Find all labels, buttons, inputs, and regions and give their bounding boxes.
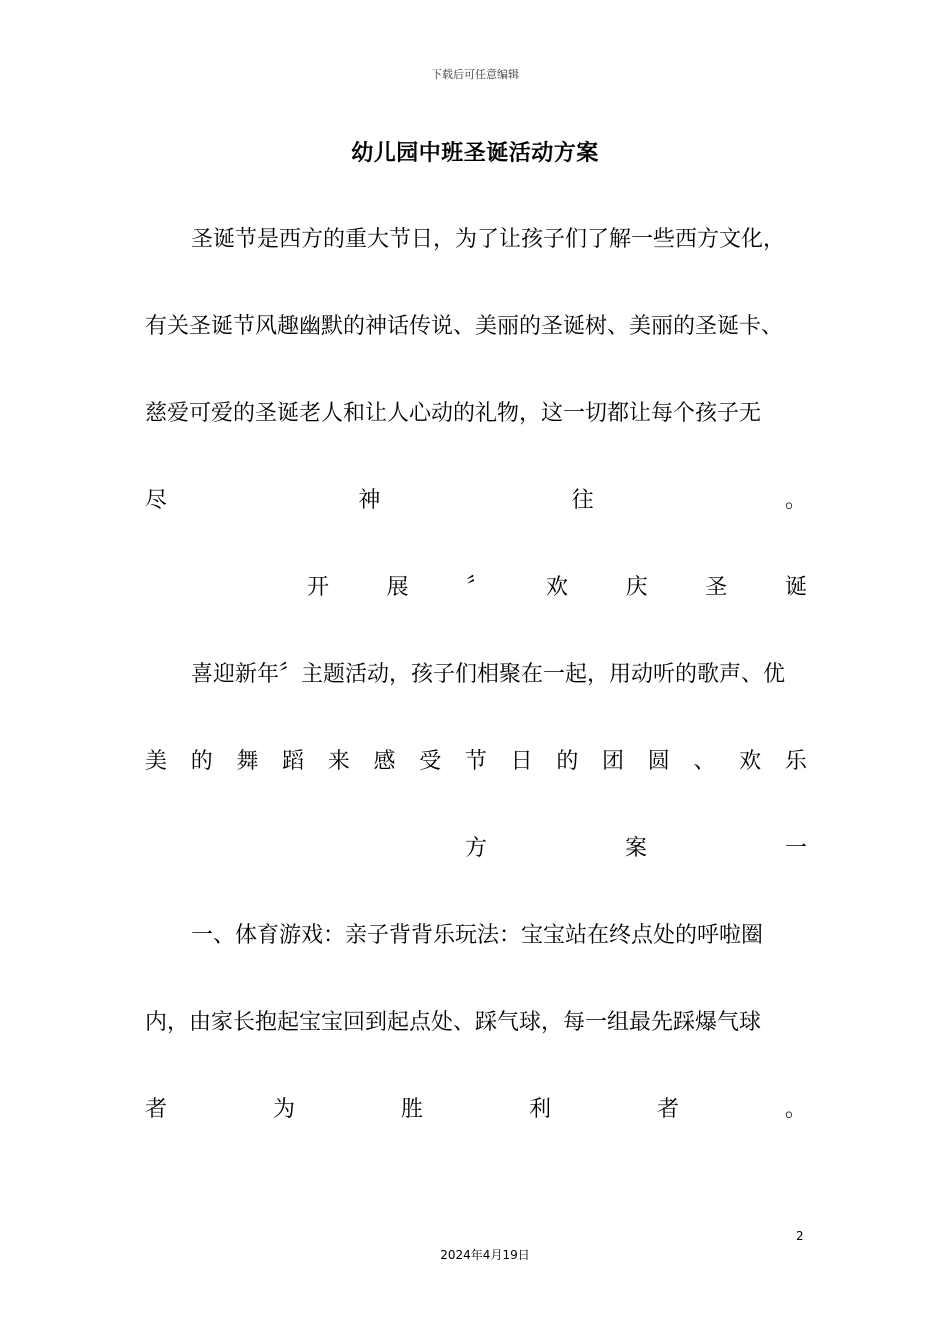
line-char: 庆 bbox=[625, 575, 648, 600]
line-char: 受 bbox=[419, 749, 442, 774]
line-char: 。 bbox=[784, 1097, 807, 1122]
line-char: 神 bbox=[358, 488, 381, 513]
line-char: 胜 bbox=[400, 1097, 423, 1122]
line-char: 为 bbox=[272, 1097, 295, 1122]
line-char: 蹈 bbox=[282, 749, 305, 774]
line-char: 舞 bbox=[236, 749, 259, 774]
line-char: 展 bbox=[386, 575, 409, 600]
line-char: 美 bbox=[145, 749, 168, 774]
line-char: 团 bbox=[602, 749, 625, 774]
line-char: 利 bbox=[528, 1097, 551, 1122]
line-char: 。 bbox=[784, 488, 807, 513]
footer-date: 2024年4月19日 bbox=[440, 1248, 530, 1262]
line-char: 的 bbox=[190, 749, 213, 774]
line-char: 感 bbox=[373, 749, 396, 774]
body-line-5 bbox=[307, 572, 807, 604]
line-char: 乐 bbox=[784, 749, 807, 774]
line-char: 圆 bbox=[647, 749, 670, 774]
line-char: 方 bbox=[465, 836, 488, 861]
line-char: 日 bbox=[510, 749, 533, 774]
body-line-1: 圣诞节是西方的重大节日，为了让孩子们了解一些西方文化， bbox=[191, 227, 786, 252]
document-title: 幼儿园中班圣诞活动方案 bbox=[351, 141, 599, 166]
body-line-10: 内，由家长抱起宝宝回到起点处、踩气球，每一组最先踩爆气球 bbox=[145, 1010, 762, 1035]
line-char: 者 bbox=[145, 1097, 168, 1122]
line-char: 者 bbox=[656, 1097, 679, 1122]
line-char: 圣 bbox=[705, 575, 728, 600]
line-char: 节 bbox=[464, 749, 487, 774]
line-char: 一 bbox=[784, 836, 807, 861]
line-char: 〞 bbox=[466, 575, 489, 600]
line-char: 尽 bbox=[145, 488, 168, 513]
body-line-2: 有关圣诞节风趣幽默的神话传说、美丽的圣诞树、美丽的圣诞卡、 bbox=[145, 314, 784, 339]
line-char: 来 bbox=[327, 749, 350, 774]
body-line-4 bbox=[145, 485, 807, 517]
line-char: 、 bbox=[693, 749, 716, 774]
line-char: 欢 bbox=[545, 575, 568, 600]
body-line-8 bbox=[465, 833, 807, 865]
body-line-11 bbox=[145, 1094, 807, 1126]
line-char: 案 bbox=[624, 836, 647, 861]
line-char: 往 bbox=[571, 488, 594, 513]
body-line-3: 慈爱可爱的圣诞老人和让人心动的礼物，这一切都让每个孩子无 bbox=[145, 401, 762, 426]
line-char: 的 bbox=[556, 749, 579, 774]
line-char: 诞 bbox=[784, 575, 807, 600]
header-note: 下载后可任意编辑 bbox=[431, 68, 519, 81]
body-line-6: 喜迎新年〞主题活动，孩子们相聚在一起，用动听的歌声、优 bbox=[191, 662, 786, 687]
line-char: 开 bbox=[307, 575, 330, 600]
body-line-9: 一、体育游戏：亲子背背乐玩法：宝宝站在终点处的呼啦圈 bbox=[191, 923, 764, 948]
body-line-7 bbox=[145, 746, 807, 778]
line-char: 欢 bbox=[739, 749, 762, 774]
page-number: 2 bbox=[796, 1229, 804, 1243]
